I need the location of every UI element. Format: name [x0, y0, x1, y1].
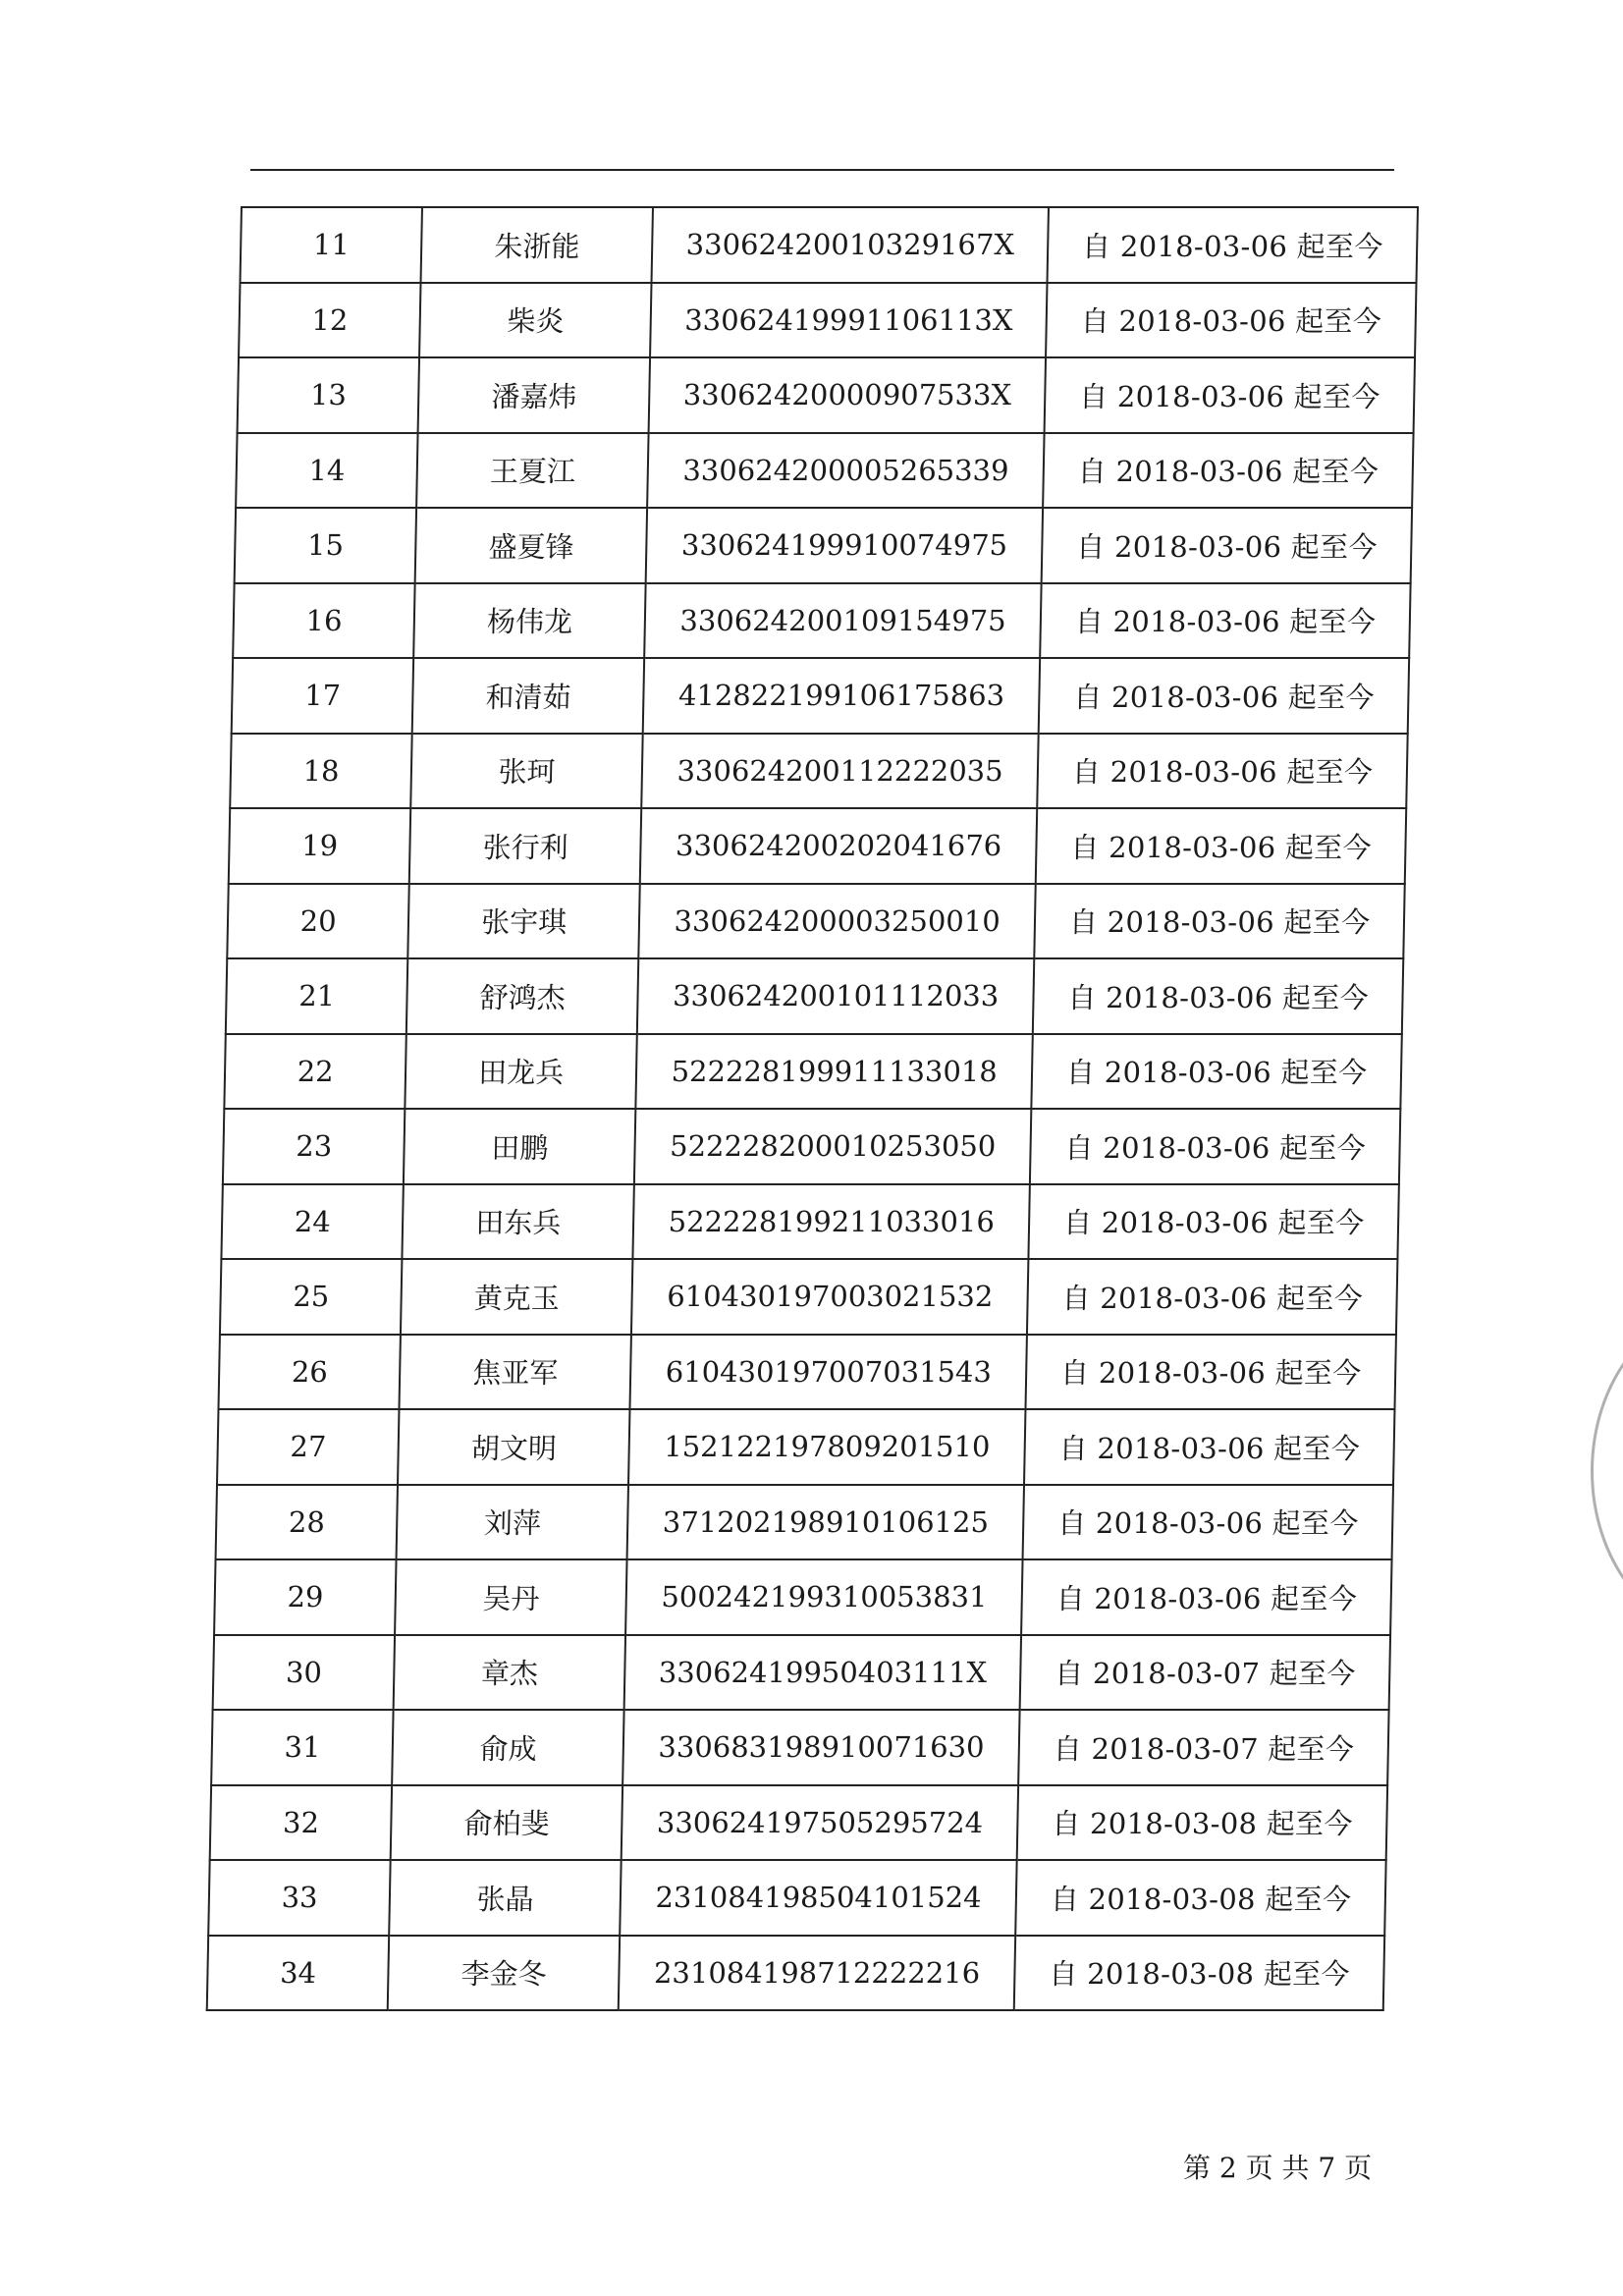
official-seal-partial — [1571, 1306, 1623, 1630]
id-number: 330624200202041676 — [640, 808, 1038, 884]
row-number: 26 — [218, 1335, 401, 1410]
id-number: 610430197003021532 — [631, 1259, 1029, 1335]
row-number: 30 — [213, 1635, 396, 1711]
row-number: 32 — [210, 1785, 393, 1861]
id-number: 330683198910071630 — [622, 1710, 1020, 1785]
person-name: 焦亚军 — [400, 1335, 631, 1410]
id-number: 371202198910106125 — [627, 1485, 1025, 1560]
membership-period: 自 2018-03-06 起至今 — [1042, 508, 1412, 583]
table-row — [232, 658, 1409, 734]
table-row — [208, 1860, 1385, 1936]
person-name: 杨伟龙 — [414, 583, 646, 659]
table-row — [227, 884, 1404, 959]
table-row — [229, 808, 1406, 884]
page-number: 第 2 页 共 7 页 — [1183, 2152, 1373, 2184]
row-number: 16 — [233, 583, 415, 659]
membership-period: 自 2018-03-06 起至今 — [1043, 433, 1413, 509]
personnel-table — [206, 206, 1419, 2011]
membership-period: 自 2018-03-06 起至今 — [1040, 583, 1410, 659]
person-name: 俞柏斐 — [391, 1785, 622, 1861]
person-name: 张晶 — [390, 1860, 622, 1936]
table-row — [239, 283, 1416, 358]
table-row — [218, 1335, 1395, 1410]
id-number: 500242199310053831 — [625, 1559, 1023, 1635]
row-number: 18 — [230, 734, 412, 809]
membership-period: 自 2018-03-06 起至今 — [1023, 1485, 1393, 1560]
row-number: 33 — [208, 1860, 391, 1936]
person-name: 舒鸿杰 — [406, 958, 638, 1034]
membership-period: 自 2018-03-06 起至今 — [1027, 1259, 1397, 1335]
id-number: 330624197505295724 — [622, 1785, 1019, 1861]
table-row — [235, 508, 1412, 583]
id-number: 33062419950403111X — [624, 1635, 1022, 1711]
person-name: 张珂 — [411, 734, 643, 809]
person-name: 李金冬 — [388, 1936, 620, 2011]
row-number: 28 — [216, 1485, 399, 1560]
membership-period: 自 2018-03-06 起至今 — [1046, 283, 1416, 358]
table-row — [223, 1109, 1400, 1184]
id-number: 330624200005265339 — [647, 433, 1045, 509]
id-number: 412822199106175863 — [643, 658, 1041, 734]
person-name: 俞成 — [392, 1710, 623, 1785]
person-name: 章杰 — [394, 1635, 625, 1711]
table-body — [207, 207, 1418, 2010]
membership-period: 自 2018-03-06 起至今 — [1035, 884, 1405, 959]
table-row — [207, 1936, 1384, 2011]
table-row — [230, 734, 1407, 809]
membership-period: 自 2018-03-06 起至今 — [1032, 1034, 1402, 1110]
person-name: 柴炎 — [419, 283, 651, 358]
membership-period: 自 2018-03-06 起至今 — [1024, 1409, 1394, 1485]
membership-period: 自 2018-03-08 起至今 — [1014, 1936, 1384, 2011]
id-number: 522228199211033016 — [632, 1184, 1030, 1260]
id-number: 231084198504101524 — [620, 1860, 1017, 1936]
table-row — [214, 1559, 1391, 1635]
row-number: 29 — [214, 1559, 397, 1635]
table-row — [211, 1710, 1388, 1785]
person-name: 朱浙能 — [421, 207, 653, 283]
membership-period: 自 2018-03-06 起至今 — [1033, 958, 1403, 1034]
person-name: 胡文明 — [398, 1409, 629, 1485]
row-number: 31 — [211, 1710, 394, 1785]
table-row — [226, 958, 1403, 1034]
header-rule — [250, 169, 1394, 171]
id-number: 330624200101112033 — [637, 958, 1035, 1034]
row-number: 20 — [227, 884, 409, 959]
id-number: 33062419991106113X — [650, 283, 1048, 358]
table-row — [213, 1635, 1390, 1711]
row-number: 17 — [232, 658, 414, 734]
membership-period: 自 2018-03-06 起至今 — [1030, 1109, 1400, 1184]
table-row — [216, 1485, 1393, 1560]
person-name: 王夏江 — [416, 433, 648, 509]
membership-period: 自 2018-03-06 起至今 — [1021, 1559, 1391, 1635]
row-number: 25 — [220, 1259, 403, 1335]
person-name: 田龙兵 — [406, 1034, 637, 1110]
person-name: 和清茹 — [412, 658, 644, 734]
seal-ring — [1591, 1306, 1623, 1630]
person-name: 田东兵 — [403, 1184, 634, 1260]
membership-period: 自 2018-03-06 起至今 — [1026, 1335, 1396, 1410]
row-number: 27 — [217, 1409, 400, 1485]
id-number: 610430197007031543 — [630, 1335, 1028, 1410]
id-number: 522228200010253050 — [634, 1109, 1032, 1184]
person-name: 田鹏 — [404, 1109, 635, 1184]
row-number: 24 — [221, 1184, 404, 1260]
id-number: 152122197809201510 — [628, 1409, 1026, 1485]
membership-period: 自 2018-03-07 起至今 — [1018, 1710, 1388, 1785]
id-number: 231084198712222216 — [619, 1936, 1016, 2011]
membership-period: 自 2018-03-08 起至今 — [1015, 1860, 1385, 1936]
table-row — [233, 583, 1410, 659]
id-number: 330624200112222035 — [641, 734, 1039, 809]
person-name: 盛夏锋 — [415, 508, 647, 583]
table-row — [220, 1259, 1397, 1335]
row-number: 19 — [229, 808, 411, 884]
row-number: 21 — [226, 958, 408, 1034]
table-row — [238, 357, 1415, 433]
membership-period: 自 2018-03-06 起至今 — [1045, 357, 1415, 433]
membership-period: 自 2018-03-08 起至今 — [1017, 1785, 1387, 1861]
row-number: 23 — [223, 1109, 406, 1184]
membership-period: 自 2018-03-06 起至今 — [1039, 658, 1409, 734]
id-number: 330624199910074975 — [646, 508, 1044, 583]
person-name: 张宇琪 — [408, 884, 640, 959]
row-number: 22 — [224, 1034, 406, 1110]
person-name: 黄克玉 — [401, 1259, 632, 1335]
id-number: 330624200109154975 — [644, 583, 1042, 659]
row-number: 12 — [239, 283, 421, 358]
membership-period: 自 2018-03-06 起至今 — [1037, 734, 1407, 809]
table-row — [221, 1184, 1398, 1260]
table-row — [241, 207, 1418, 283]
membership-period: 自 2018-03-07 起至今 — [1020, 1635, 1390, 1711]
row-number: 34 — [207, 1936, 390, 2011]
table-row — [217, 1409, 1394, 1485]
id-number: 330624200003250010 — [638, 884, 1036, 959]
row-number: 14 — [236, 433, 418, 509]
table-row — [210, 1785, 1387, 1861]
table-row — [236, 433, 1413, 509]
person-name: 张行利 — [409, 808, 641, 884]
row-number: 15 — [235, 508, 417, 583]
membership-period: 自 2018-03-06 起至今 — [1048, 207, 1418, 283]
person-name: 刘萍 — [397, 1485, 628, 1560]
id-number: 33062420000907533X — [649, 357, 1047, 433]
person-name: 潘嘉炜 — [418, 357, 650, 433]
membership-period: 自 2018-03-06 起至今 — [1029, 1184, 1399, 1260]
person-name: 吴丹 — [395, 1559, 626, 1635]
id-number: 33062420010329167X — [652, 207, 1050, 283]
row-number: 11 — [241, 207, 423, 283]
row-number: 13 — [238, 357, 420, 433]
membership-period: 自 2018-03-06 起至今 — [1036, 808, 1406, 884]
table-row — [224, 1034, 1401, 1110]
id-number: 522228199911133018 — [635, 1034, 1033, 1110]
